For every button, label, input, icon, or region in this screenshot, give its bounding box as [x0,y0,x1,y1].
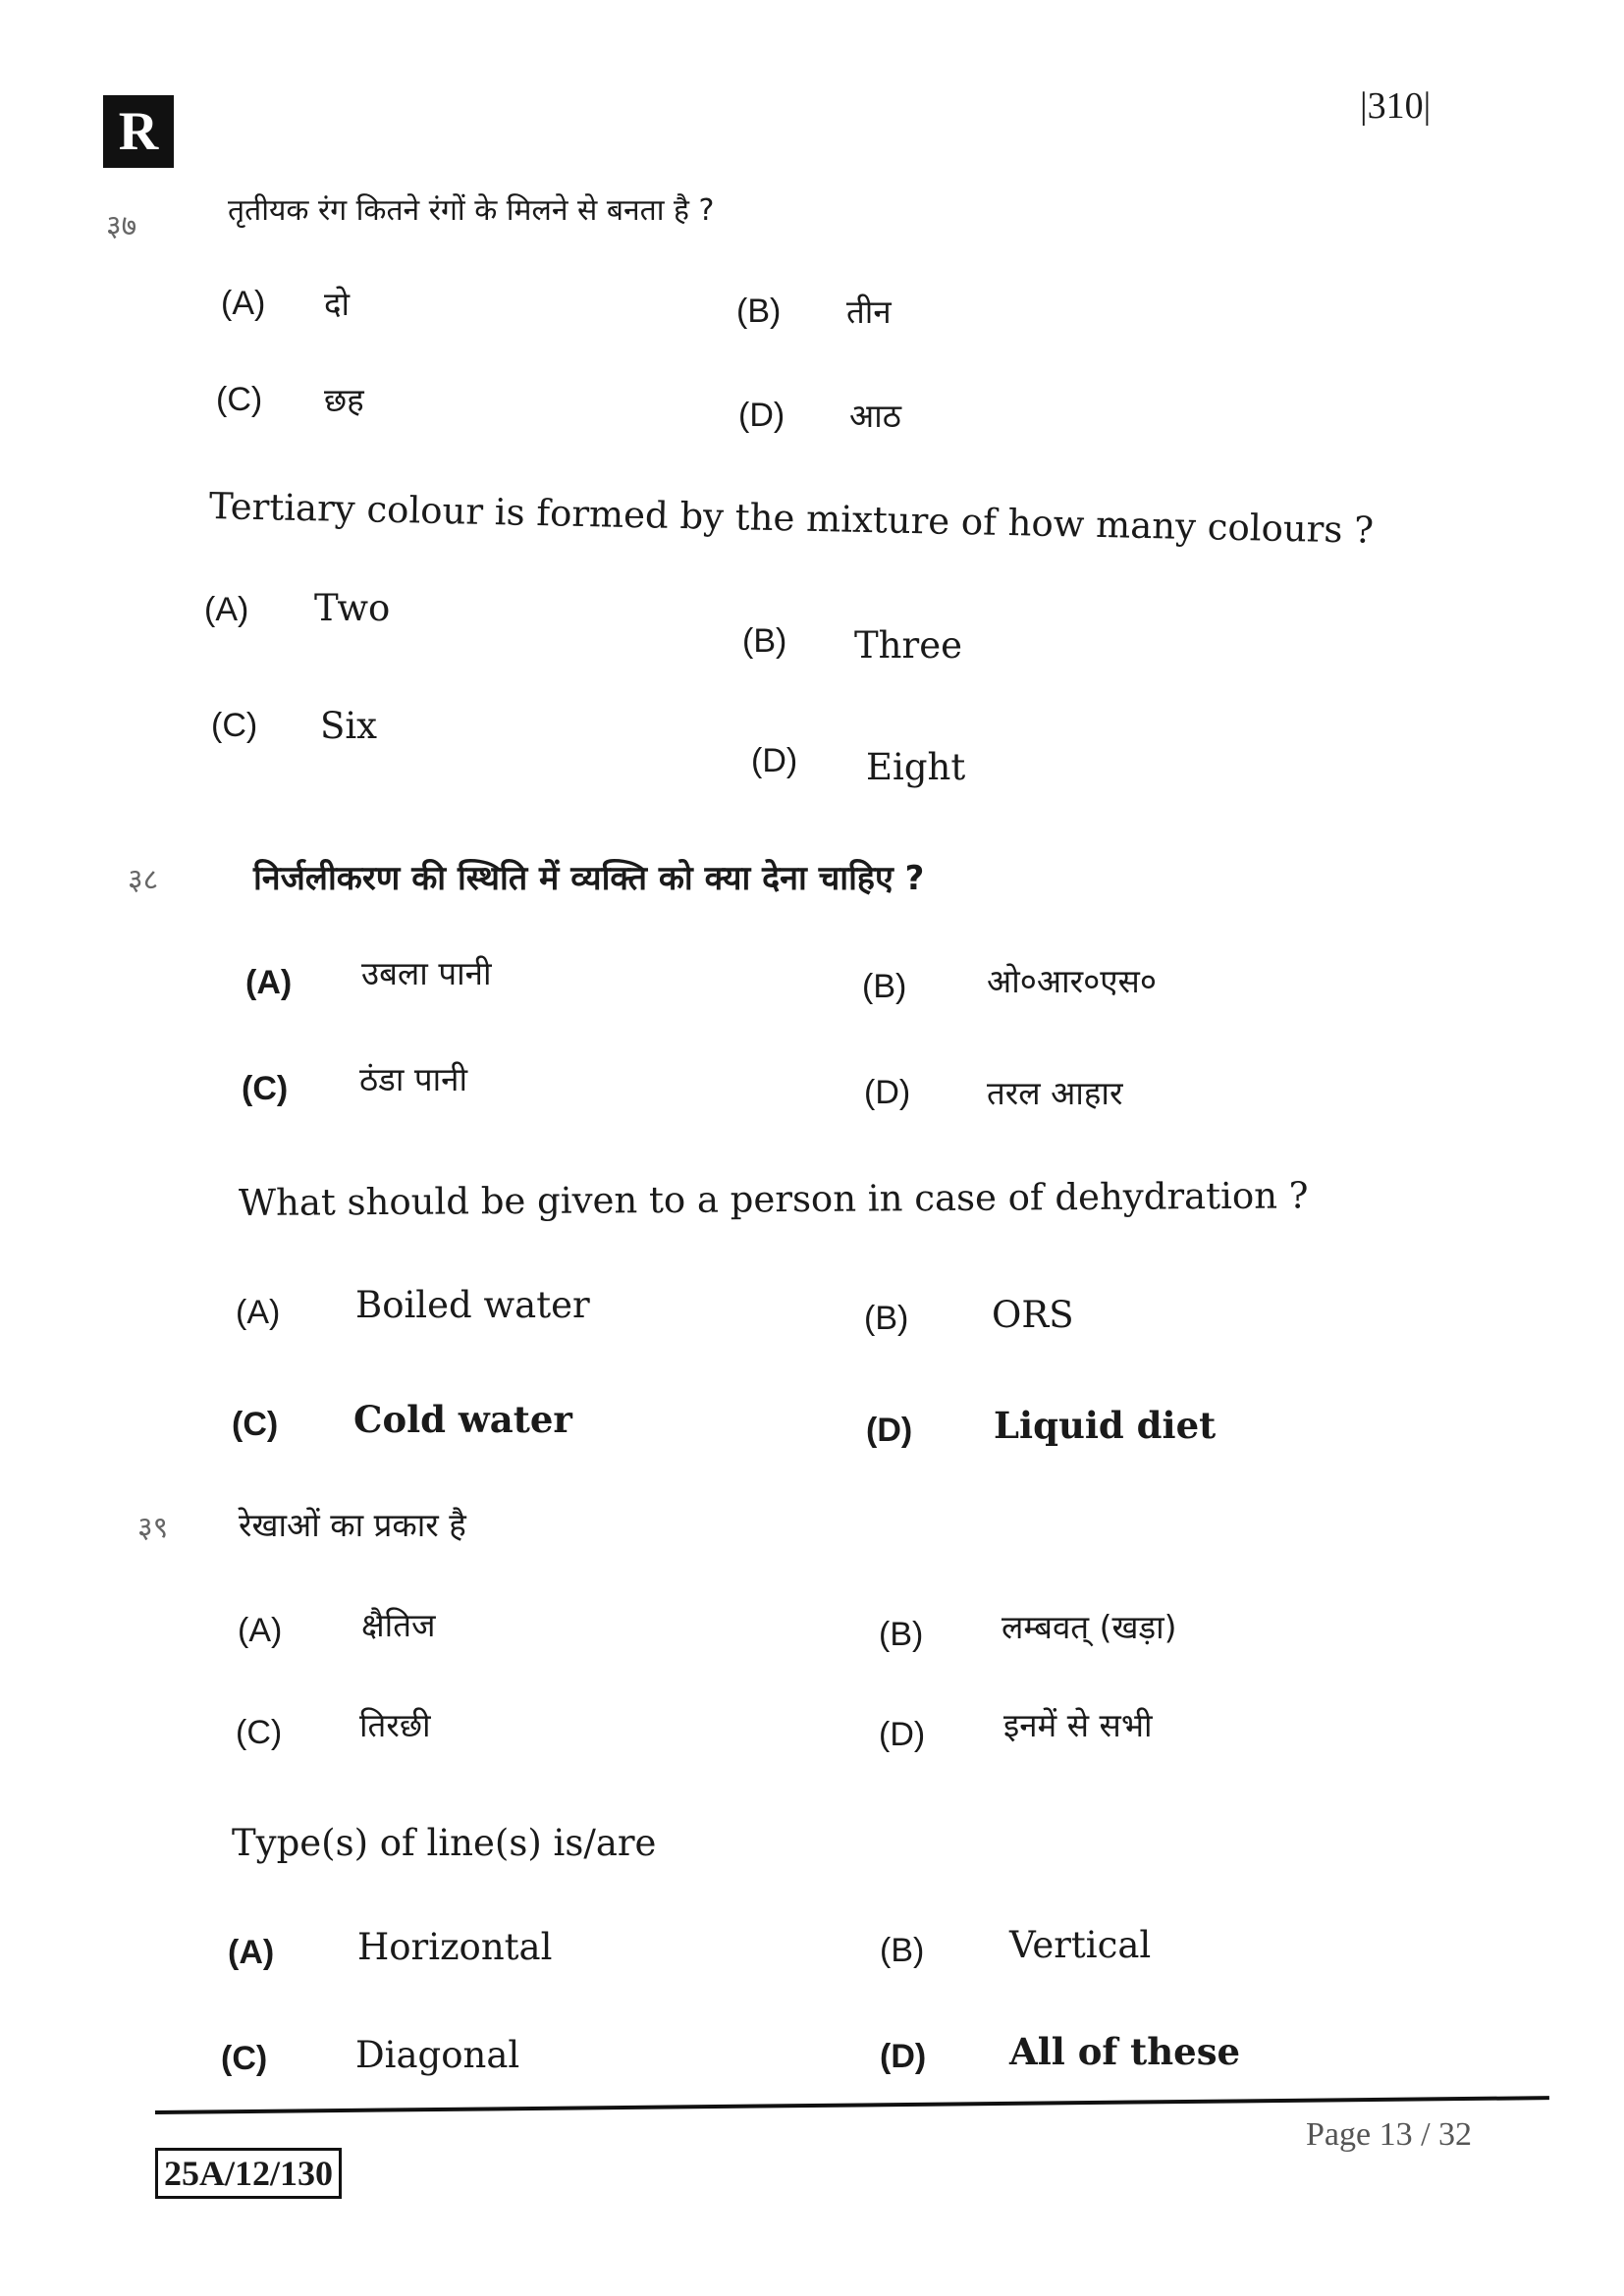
option-label: (A) [238,1612,283,1649]
option-text[interactable]: Six [320,705,378,747]
option-label: (C) [236,1714,283,1751]
option-label: (D) [880,2038,927,2075]
option-text[interactable]: Boiled water [355,1284,590,1326]
option-text[interactable]: Two [314,587,391,629]
option-text[interactable]: तीन [846,293,892,331]
option-text[interactable]: Three [854,624,962,667]
option-label: (A) [245,964,293,1001]
question-number: ३९ [137,1511,169,1545]
option-label: (D) [751,742,798,779]
option-text[interactable]: Vertical [1009,1924,1152,1966]
footer-divider [155,2096,1549,2114]
question-text-hindi: निर्जलीकरण की स्थिति में व्यक्ति को क्या देना चाहिए ? [253,859,925,898]
option-text[interactable]: ORS [992,1294,1074,1336]
option-label: (A) [236,1294,281,1331]
option-label: (C) [221,2040,268,2077]
option-text[interactable]: Eight [866,746,966,788]
question-text-hindi: तृतीयक रंग कितने रंगों के मिलने से बनता है ? [228,193,715,228]
option-label: (B) [864,1300,909,1337]
option-label: (D) [866,1412,913,1449]
question-number: ३७ [106,209,137,243]
option-label: (C) [216,381,263,418]
option-text[interactable]: इनमें से सभी [1003,1706,1153,1744]
option-text[interactable]: आठ [849,397,901,435]
option-label: (C) [232,1406,279,1443]
option-label: (C) [211,707,258,744]
option-text[interactable]: ओ०आर०एस० [987,962,1158,1000]
option-label: (A) [228,1934,275,1971]
option-label: (D) [864,1074,911,1111]
page-number: Page 13 / 32 [1306,2116,1473,2153]
option-text[interactable]: उबला पानी [361,954,492,992]
option-label: (A) [204,591,249,628]
option-text[interactable]: Horizontal [357,1926,553,1968]
option-label: (B) [879,1616,924,1653]
question-text-english: What should be given to a person in case of dehydration ? [238,1174,1309,1224]
option-text[interactable]: Liquid diet [994,1404,1217,1447]
option-text[interactable]: दो [324,285,351,323]
option-text[interactable]: लम्बवत् (खड़ा) [1001,1608,1177,1646]
option-label: (B) [880,1932,925,1969]
question-text-english: Type(s) of line(s) is/are [232,1822,657,1864]
option-text[interactable]: Diagonal [355,2034,520,2076]
question-number: ३८ [128,863,159,897]
option-text[interactable]: ठंडा पानी [359,1060,468,1098]
question-text-hindi: रेखाओं का प्रकार है [239,1506,466,1544]
question-text-english: Tertiary colour is formed by the mixture of how many colours ? [208,485,1375,552]
option-text[interactable]: All of these [1009,2030,1241,2073]
option-label: (B) [742,622,787,660]
option-label: (C) [242,1070,289,1107]
option-label: (A) [221,285,266,322]
option-label: (D) [879,1716,926,1753]
option-text[interactable]: Cold water [353,1398,572,1441]
option-text[interactable]: तिरछी [359,1706,431,1744]
page-code: |310| [1360,85,1432,127]
option-text[interactable]: क्षैतिज [361,1606,436,1644]
paper-code: 25A/12/130 [155,2148,342,2199]
option-text[interactable]: तरल आहार [987,1074,1123,1112]
option-label: (B) [736,293,782,330]
set-letter-logo: R [103,95,174,168]
option-label: (B) [862,968,907,1005]
option-text[interactable]: छह [324,381,364,419]
option-label: (D) [738,397,785,434]
